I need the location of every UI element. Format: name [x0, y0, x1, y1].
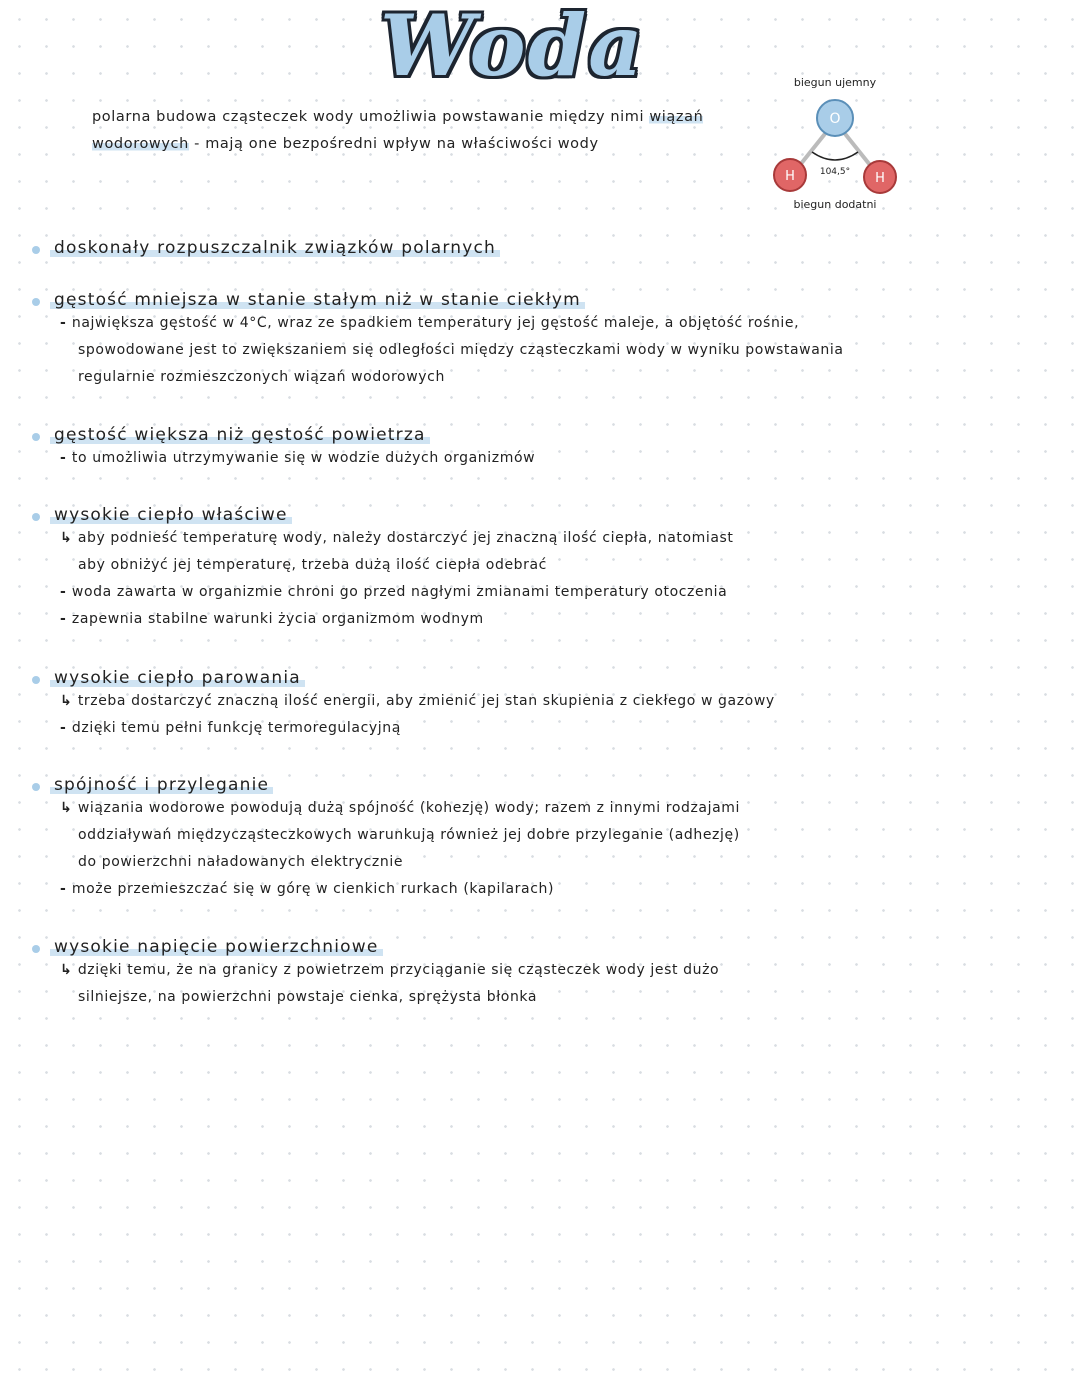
property-detail-line	[32, 688, 1052, 715]
property-detail-text: woda zawarta w organizmie chroni go przed nagłymi zmianami temperatury otoczenia	[71, 584, 728, 600]
property-detail-text: trzeba dostarczyć znaczną ilość energii, aby zmienić jej stan skupienia z ciekłego w gazowy	[77, 693, 775, 709]
property-detail-text: oddziaływań międzycząsteczkowych warunkują również jej dobre przyleganie (adhezję)	[78, 827, 740, 843]
arrow-icon: ↳	[60, 962, 78, 978]
property-detail-text: aby obniżyć jej temperaturę, trzeba dużą ilość ciepła odebrać	[78, 557, 547, 573]
dash-marker: -	[60, 584, 72, 600]
property-detail-text: dzięki temu, że na granicy z powietrzem przyciąganie się cząsteczek wody jest dużo	[77, 962, 720, 978]
property-heading	[32, 290, 585, 310]
property-detail-text: silniejsze, na powierzchni powstaje cienka, sprężysta błonka	[78, 989, 538, 1005]
property-detail-text: może przemieszczać się w górę w cienkich rurkach (kapilarach)	[71, 881, 555, 897]
property-detail-line	[32, 984, 1052, 1011]
property-detail-line	[32, 849, 1052, 876]
property-heading	[32, 425, 430, 445]
property-detail-text: największa gęstość w 4°C, wraz ze spadkiem temperatury jej gęstość maleje, a objętość rośnie,	[71, 315, 800, 331]
property-detail-text: dzięki temu pełni funkcję termoregulacyjną	[71, 720, 401, 736]
property-detail-text: regularnie rozmieszczonych wiązań wodorowych	[78, 369, 445, 385]
dash-marker: -	[60, 720, 72, 736]
property-detail-line	[32, 579, 1052, 606]
intro-text-2: - mają one bezpośredni wpływ na właściwości wody	[188, 136, 599, 152]
property-section	[32, 937, 1052, 1011]
property-detail-line	[32, 337, 1052, 364]
arrow-icon: ↳	[60, 693, 78, 709]
property-section	[32, 505, 1052, 633]
oxygen-label: O	[829, 111, 841, 127]
property-heading	[32, 937, 383, 957]
property-heading-text: wysokie napięcie powierzchniowe	[50, 937, 383, 957]
property-detail-line	[32, 364, 1052, 391]
property-detail-line	[32, 876, 1052, 903]
property-heading-text: gęstość większa niż gęstość powietrza	[50, 425, 430, 445]
property-detail-line	[32, 957, 1052, 984]
property-section	[32, 290, 1052, 391]
intro-text-1: polarna budowa cząsteczek wody umożliwia powstawanie między nimi	[92, 109, 650, 125]
property-section	[32, 425, 1052, 472]
dash-marker: -	[60, 450, 72, 466]
property-detail-line	[32, 445, 1052, 472]
label-negative-pole: biegun ujemny	[793, 76, 877, 89]
hydrogen-label-left: H	[785, 169, 795, 184]
property-detail-text: spowodowane jest to zwiększaniem się odległości między cząsteczkami wody w wyniku powstawania	[78, 342, 844, 358]
property-heading-text: spójność i przyleganie	[50, 775, 273, 795]
intro-paragraph	[92, 104, 732, 158]
property-heading	[32, 775, 273, 795]
water-molecule-diagram	[760, 68, 910, 218]
property-heading-text: wysokie ciepło parowania	[50, 668, 305, 688]
angle-arc-icon	[812, 152, 858, 160]
property-detail-line	[32, 552, 1052, 579]
property-heading-text: doskonały rozpuszczalnik związków polarnych	[50, 238, 500, 258]
property-detail-line	[32, 795, 1052, 822]
dash-marker: -	[60, 315, 72, 331]
property-section	[32, 668, 1052, 742]
property-section	[32, 775, 1052, 903]
property-detail-line	[32, 310, 1052, 337]
property-detail-text: wiązania wodorowe powodują dużą spójność (kohezję) wody; razem z innymi rodzajami	[77, 800, 740, 816]
property-detail-text: zapewnia stabilne warunki życia organizmom wodnym	[71, 611, 484, 627]
property-heading	[32, 668, 305, 688]
property-detail-text: aby podnieść temperaturę wody, należy dostarczyć jej znaczną ilość ciepła, natomiast	[77, 530, 734, 546]
label-positive-pole: biegun dodatni	[793, 198, 877, 211]
hydrogen-label-right: H	[875, 171, 885, 186]
property-heading-text: gęstość mniejsza w stanie stałym niż w stanie ciekłym	[50, 290, 585, 310]
dash-marker: -	[60, 611, 72, 627]
arrow-icon: ↳	[60, 800, 78, 816]
property-section	[32, 238, 1052, 258]
property-heading	[32, 505, 292, 525]
property-detail-line	[32, 525, 1052, 552]
bond-angle-label: 104,5°	[819, 167, 851, 177]
property-heading	[32, 238, 500, 258]
dash-marker: -	[60, 881, 72, 897]
property-detail-line	[32, 822, 1052, 849]
arrow-icon: ↳	[60, 530, 78, 546]
property-detail-text: to umożliwia utrzymywanie się w wodzie dużych organizmów	[71, 450, 536, 466]
property-detail-text: do powierzchni naładowanych elektrycznie	[78, 854, 404, 870]
property-heading-text: wysokie ciepło właściwe	[50, 505, 292, 525]
property-detail-line	[32, 606, 1052, 633]
page-title: Woda	[380, 0, 645, 95]
property-detail-line	[32, 715, 1052, 742]
intro-highlight: wiązań wodorowych	[92, 109, 704, 152]
